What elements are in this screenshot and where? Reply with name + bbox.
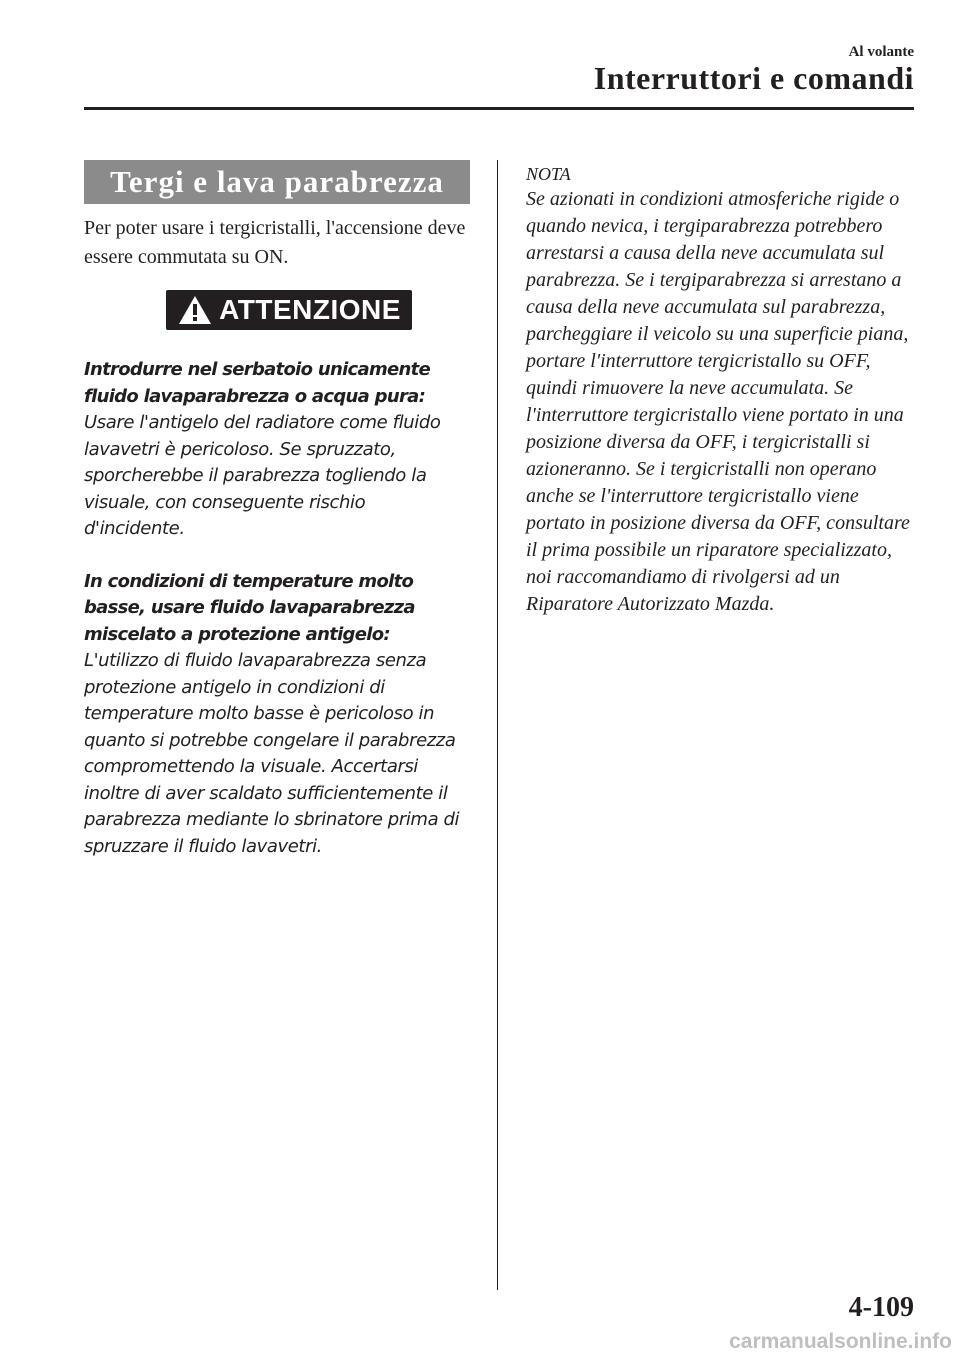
section-banner: Tergi e lava parabrezza	[84, 160, 470, 204]
warning-badge	[166, 290, 412, 330]
warning-item	[84, 569, 470, 861]
header-section-label: Al volante	[848, 44, 914, 60]
watermark: carmanualsonline.info	[729, 1330, 952, 1353]
nota-text: Se azionati in condizioni atmosferiche rigide o quando nevica, i tergiparabrezza potrebbero arrestarsi a causa della neve accumulata sul parabrezza. Se i tergiparabrezza si arrestano a causa della neve accumulata sul parabrezza, parcheggiare il veicolo su una superficie piana, portare l'interruttore tergicristallo su OFF, quindi rimuovere la neve accumulata. Se l'interruttore tergicristallo viene portato in una posizione diversa da OFF, i tergicristalli si azioneranno. Se i tergicristalli non operano anche se l'interruttore tergicristallo viene portato in posizione diversa da OFF, consultare il prima possibile un riparatore specializzato, noi raccomandiamo di rivolgersi ad un Riparatore Autorizzato Mazda.	[526, 188, 910, 615]
warning-heading: In condizioni di temperature molto basse, usare fluido lavaparabrezza miscelato a protezione antigelo:	[84, 570, 415, 645]
left-column	[84, 160, 470, 860]
warning-body: L'utilizzo di fluido lavaparabrezza senza protezione antigelo in condizioni di temperature molto basse è pericoloso in quanto si potrebbe congelare il parabrezza compromettendo la visuale. Accertarsi inoltre di aver scaldato sufficientemente il parabrezza mediante lo sbrinatore prima di spruzzare il fluido lavavetri.	[84, 650, 460, 857]
header-divider	[84, 107, 914, 110]
page-title: Interruttori e comandi	[593, 60, 914, 96]
warning-body: Usare l'antigelo del radiatore come fluido lavavetri è pericoloso. Se spruzzato, sporcherebbe il parabrezza togliendo la visuale, con conseguente rischio d'incidente.	[84, 412, 441, 539]
page-number: 4-109	[848, 1292, 914, 1323]
warning-item	[84, 357, 470, 543]
warning-heading: Introdurre nel serbatoio unicamente fluido lavaparabrezza o acqua pura:	[84, 359, 431, 407]
warning-triangle-icon	[177, 294, 213, 326]
column-divider	[497, 160, 498, 1290]
right-column	[526, 162, 918, 618]
nota-label: NOTA	[526, 164, 571, 184]
warning-label: ATTENZIONE	[219, 294, 401, 325]
intro-paragraph: Per poter usare i tergicristalli, l'accensione deve essere commutata su ON.	[84, 217, 466, 268]
